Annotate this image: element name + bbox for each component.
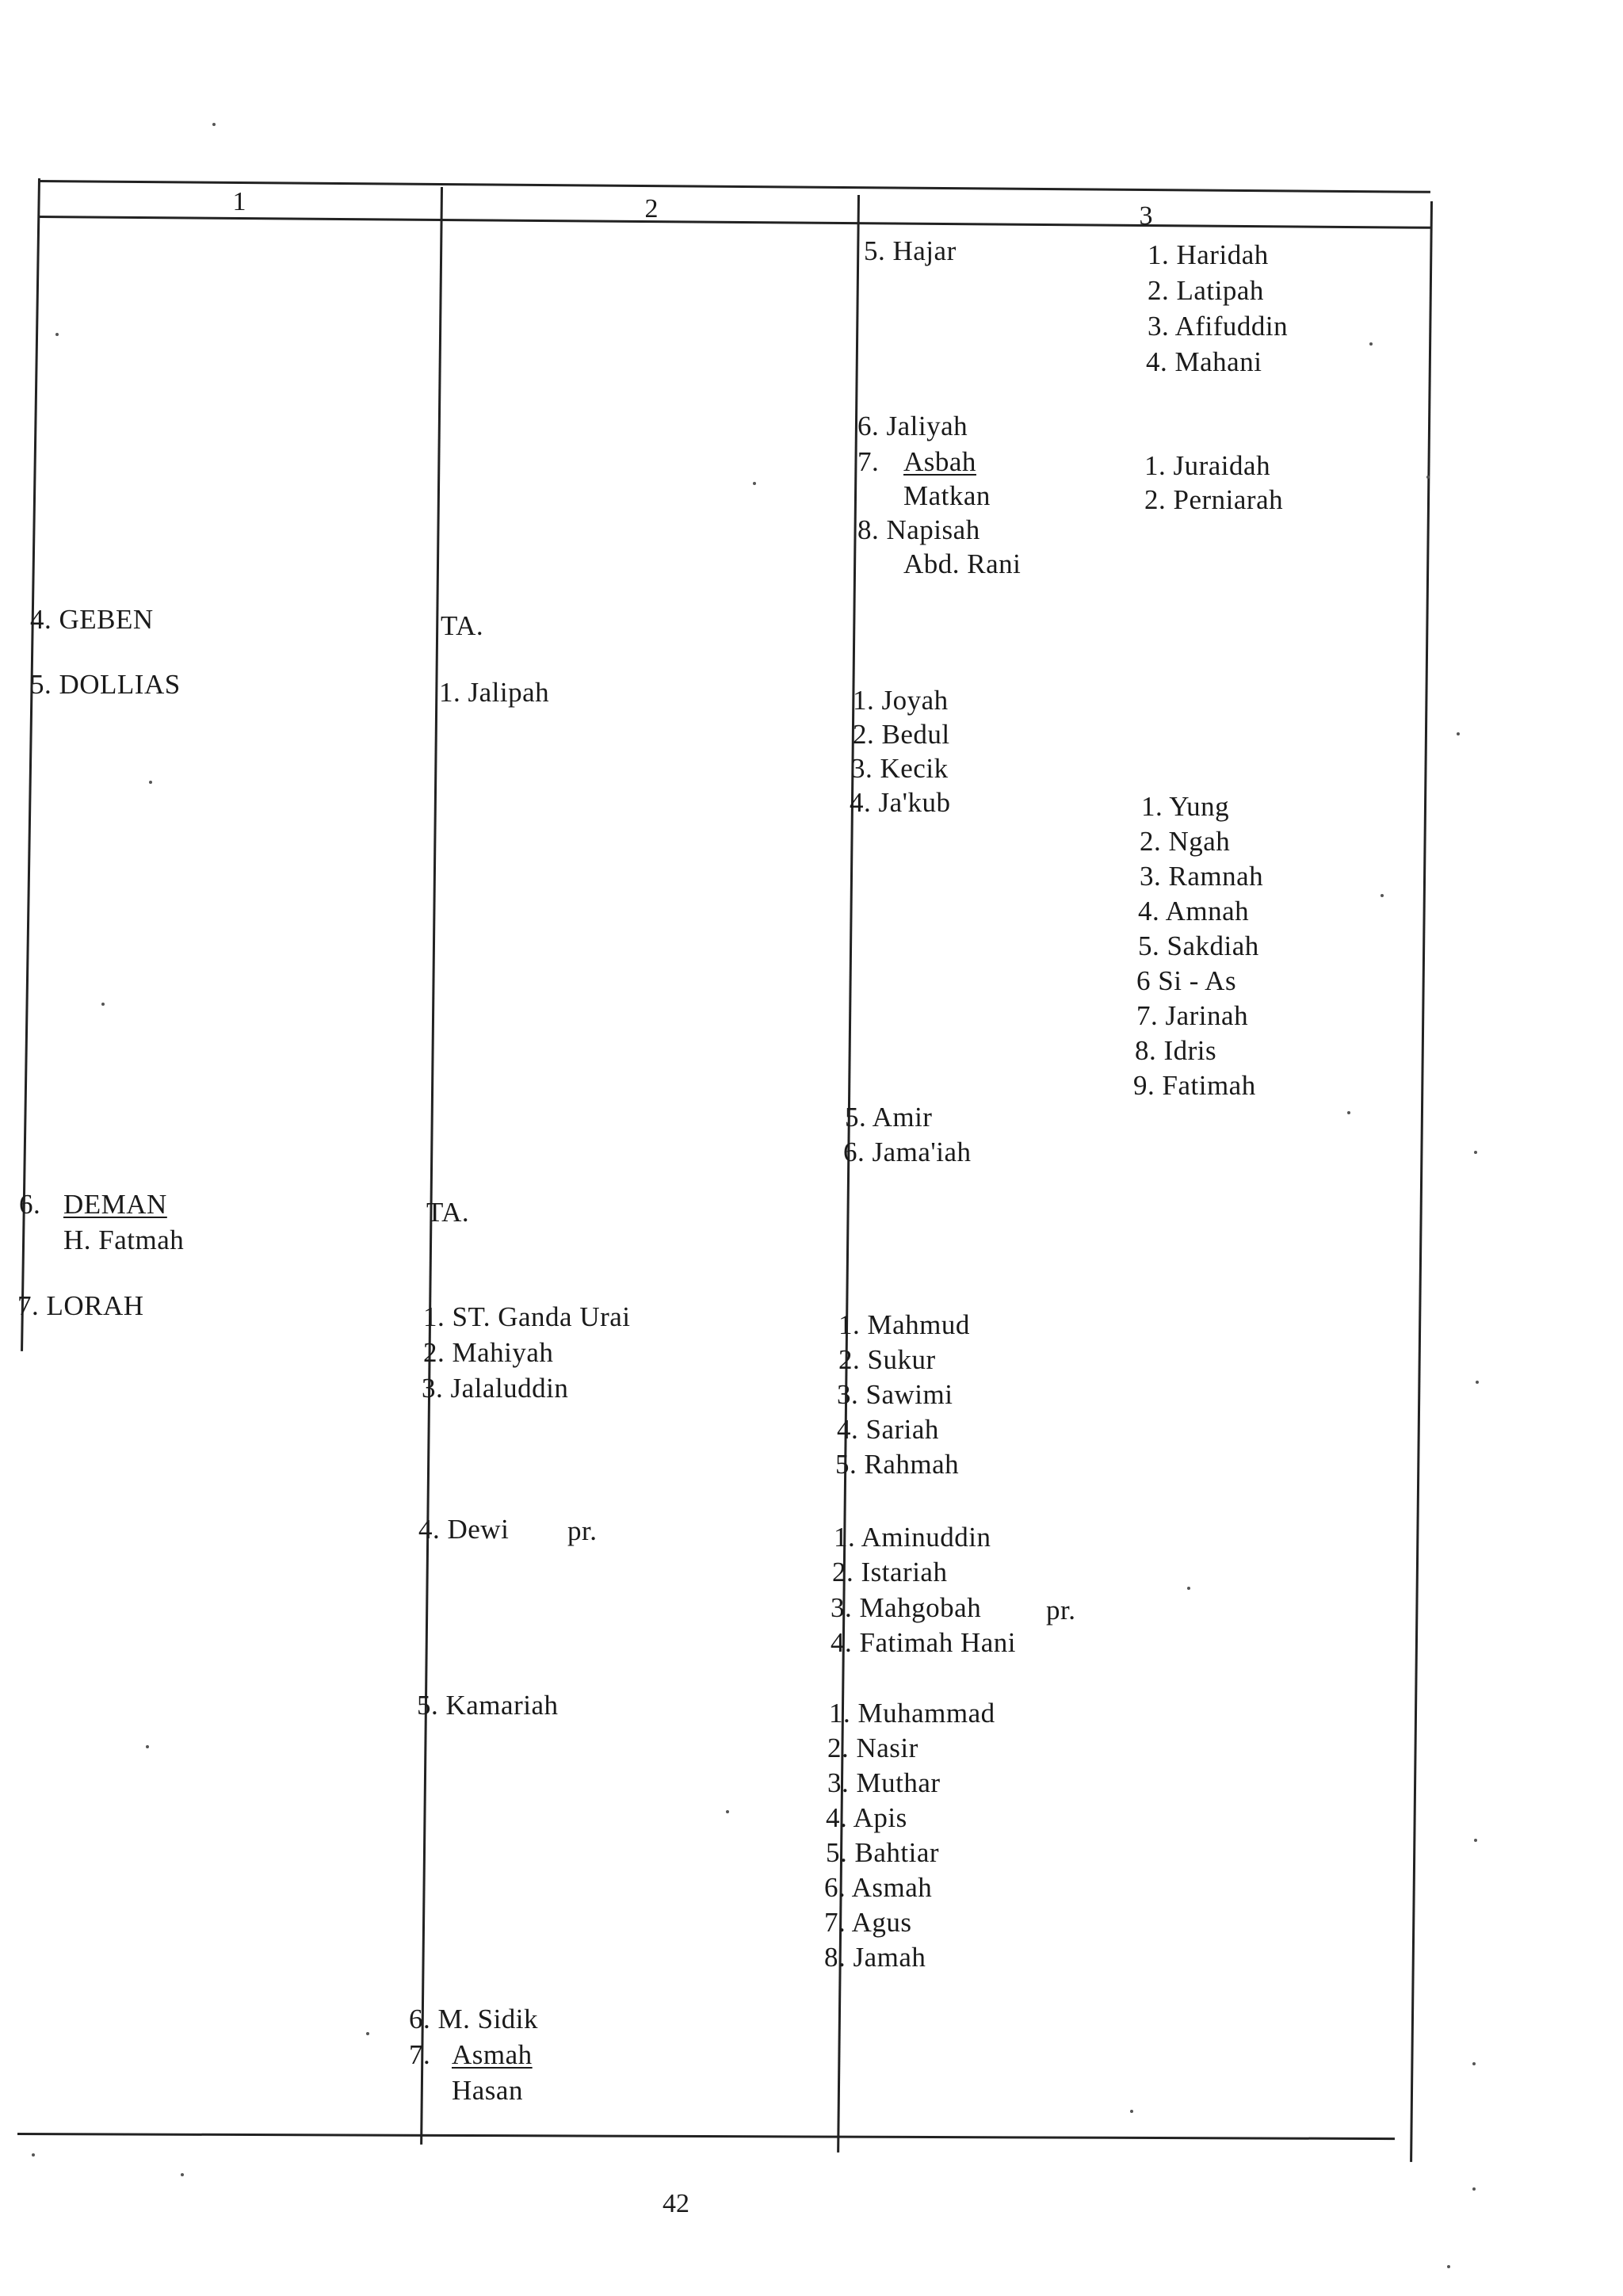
list-item: 2. Latipah — [1148, 275, 1264, 306]
list-item: 4. GEBEN — [30, 604, 154, 635]
page-number: 42 — [663, 2189, 689, 2218]
list-item: 1. Muhammad — [829, 1698, 995, 1729]
scan-speck — [212, 123, 216, 126]
scan-speck — [55, 333, 59, 336]
list-item: 5. DOLLIAS — [30, 669, 181, 700]
scan-speck — [181, 2173, 184, 2176]
scan-speck — [101, 1003, 105, 1006]
list-item: 1. Yung — [1141, 791, 1230, 822]
scan-speck — [149, 781, 152, 784]
list-item-underlined: DEMAN — [63, 1189, 167, 1220]
scan-speck — [146, 1745, 149, 1748]
list-item: 4. Sariah — [837, 1414, 939, 1445]
scan-speck — [1130, 2110, 1133, 2113]
list-item-number: 7. — [857, 446, 880, 477]
table-bottom-border — [17, 2133, 1395, 2140]
list-item-number: 6. — [19, 1189, 41, 1220]
scan-speck — [1457, 732, 1460, 735]
list-item: 3. Ramnah — [1140, 861, 1264, 892]
table-header-border — [38, 216, 1430, 229]
scan-speck — [1474, 1839, 1477, 1842]
list-item: 7. Jarinah — [1136, 1000, 1249, 1031]
list-item: 9. Fatimah — [1133, 1070, 1256, 1101]
scan-speck — [1472, 2187, 1476, 2191]
list-item: 2. Perniarah — [1144, 484, 1284, 515]
list-item: 2. Istariah — [832, 1557, 948, 1587]
list-item: 3. Sawimi — [837, 1379, 953, 1410]
list-item: Matkan — [903, 480, 991, 511]
list-item: 2. Ngah — [1140, 826, 1231, 857]
list-item: 5. Rahmah — [835, 1449, 960, 1480]
list-item: 2. Sukur — [838, 1344, 936, 1375]
column-header-1: 1 — [232, 187, 246, 216]
list-item-underlined: Asbah — [903, 446, 976, 477]
scan-speck — [726, 1810, 729, 1813]
scan-speck — [1476, 1381, 1479, 1384]
list-item: 8. Idris — [1135, 1035, 1217, 1066]
list-item: 2. Bedul — [853, 719, 950, 750]
scan-speck — [1381, 894, 1384, 897]
scan-speck — [1369, 342, 1373, 346]
list-item: 1. Jalipah — [439, 677, 550, 708]
scan-speck — [1347, 1111, 1350, 1114]
table-right-border — [1410, 201, 1433, 2162]
list-item-underlined: Asmah — [452, 2039, 533, 2070]
list-item: 6. Asmah — [824, 1872, 933, 1903]
list-item: 3. Kecik — [851, 753, 949, 784]
list-item: 1. Joyah — [853, 685, 949, 716]
list-item: TA. — [426, 1197, 470, 1228]
list-item: 6. Jama'iah — [843, 1137, 972, 1167]
list-item: 8. Jamah — [824, 1942, 926, 1973]
column-header-3: 3 — [1139, 201, 1153, 231]
scan-speck — [753, 482, 756, 485]
list-item: 4. Dewi — [418, 1514, 510, 1545]
list-item: 3. Muthar — [827, 1767, 941, 1798]
scan-speck — [366, 2032, 369, 2035]
scan-speck — [1426, 476, 1430, 479]
list-item: 1. Juraidah — [1144, 450, 1271, 481]
scan-speck — [32, 2153, 35, 2157]
list-item: Abd. Rani — [903, 548, 1022, 579]
list-item: 5. Amir — [845, 1102, 933, 1133]
list-item: 5. Bahtiar — [826, 1837, 940, 1868]
list-item: 8. Napisah — [857, 514, 980, 545]
list-item: 2. Mahiyah — [423, 1337, 554, 1368]
list-item-number: 7. — [409, 2039, 431, 2070]
list-item: 1. Mahmud — [838, 1309, 970, 1340]
scan-speck — [1187, 1587, 1190, 1590]
list-item: pr. — [1046, 1595, 1076, 1626]
list-item: 5. Kamariah — [417, 1690, 559, 1721]
list-item: 5. Hajar — [864, 235, 957, 266]
list-item: 1. Haridah — [1148, 239, 1269, 270]
list-item: 7. LORAH — [17, 1290, 144, 1321]
column-header-2: 2 — [644, 194, 659, 223]
list-item: 6. M. Sidik — [409, 2004, 539, 2034]
scan-speck — [1474, 1151, 1477, 1154]
list-item: TA. — [441, 610, 484, 641]
table-left-border — [21, 178, 40, 1351]
list-item: 7. Agus — [824, 1907, 912, 1938]
list-item: 3. Afifuddin — [1148, 311, 1289, 342]
list-item: 5. Sakdiah — [1138, 930, 1259, 961]
list-item: 4. Fatimah Hani — [831, 1627, 1016, 1658]
list-item: 4. Ja'kub — [850, 787, 951, 818]
list-item: 4. Amnah — [1138, 896, 1250, 926]
list-item: H. Fatmah — [63, 1224, 185, 1255]
scan-speck — [1447, 2265, 1450, 2268]
list-item: 6. Jaliyah — [857, 411, 968, 441]
list-item: 3. Mahgobah — [831, 1592, 982, 1623]
list-item: Hasan — [452, 2075, 523, 2106]
list-item: 1. ST. Ganda Urai — [423, 1301, 631, 1332]
list-item: 2. Nasir — [827, 1733, 918, 1763]
list-item: 4. Apis — [826, 1802, 907, 1833]
list-item: 6 Si - As — [1136, 965, 1237, 996]
list-item: pr. — [567, 1515, 598, 1546]
list-item: 4. Mahani — [1146, 346, 1262, 377]
scan-speck — [1472, 2062, 1476, 2065]
list-item: 3. Jalaluddin — [422, 1373, 569, 1404]
col-divider-1-2 — [420, 187, 443, 2145]
list-item: 1. Aminuddin — [834, 1522, 991, 1553]
